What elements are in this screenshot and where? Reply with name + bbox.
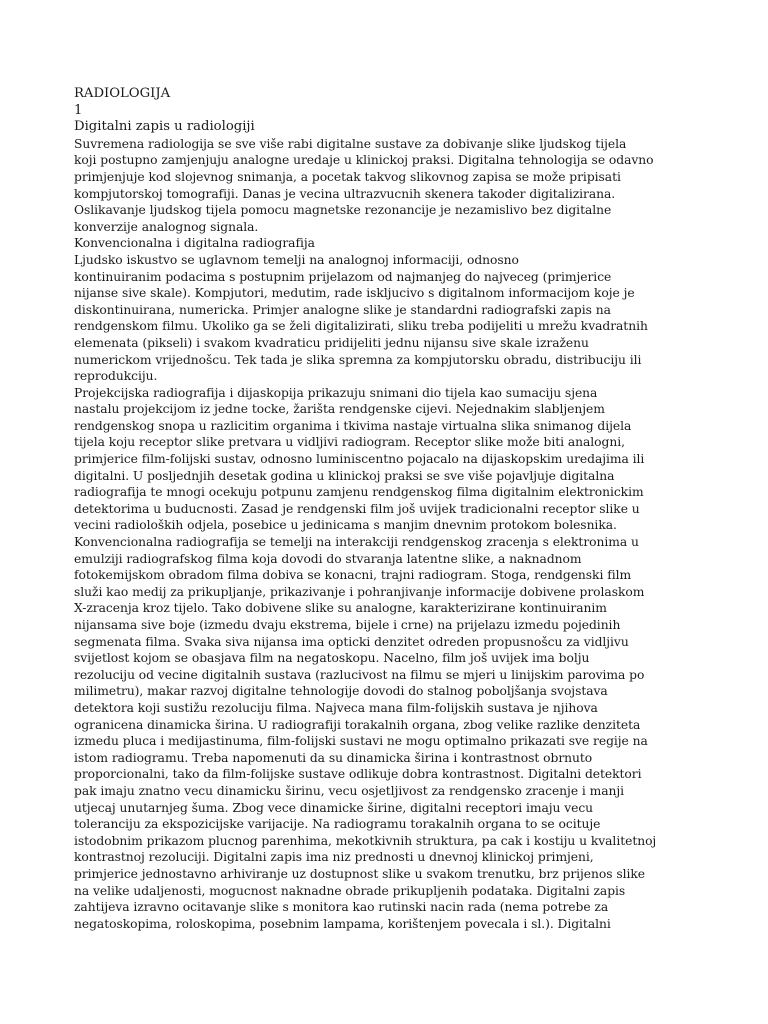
text-line: milimetru), makar razvoj digitalne tehnologije dovodi do stalnog poboljšanja svojstava [74,684,608,699]
text-line: fotokemijskom obradom filma dobiva se konacni, trajni radiogram. Stoga, rendgenski film [74,568,632,583]
document-body [74,136,746,933]
text-line: elemenata (pikseli) i svakom kvadraticu pridijeliti jednu nijansu sive skale izraženu [74,335,589,350]
text-line: koji postupno zamjenjuju analogne uredaje u klinickoj praksi. Digitalna tehnologija se odavno [74,153,654,168]
text-line: primjerice jednostavno arhiviranje uz dostupnost slike u svakom trenutku, brz prijenos slike [74,866,646,881]
text-line: Konvencionalna i digitalna radiografija [74,236,315,251]
text-line: kontrastnoj rezoluciji. Digitalni zapis ima niz prednosti u dnevnoj klinickoj primjeni, [74,850,594,865]
page-number: 1 [74,102,83,118]
document-title: RADIOLOGIJA [74,86,171,101]
document-page [74,86,746,932]
text-line: na velike udaljenosti, mogucnost naknadne obrade prikupljenih podataka. Digitalni zapis [74,883,626,898]
text-line: nijanse sive skale). Kompjutori, medutim, rade iskljucivo s digitalnom informacijom koje je [74,286,635,301]
text-line: rendgenskom filmu. Ukoliko ga se želi digitalizirati, sliku treba podijeliti u mrežu kvadratnih [74,319,648,334]
text-line: digitalni. U posljednjih desetak godina u klinickoj praksi se sve više pojavljuje digitalna [74,468,615,483]
text-line: pak imaju znatno vecu dinamicku širinu, vecu osjetljivost za rendgensko zracenje i manji [74,783,625,798]
text-line: ogranicena dinamicka širina. U radiografiji torakalnih organa, zbog velike razlike denziteta [74,717,641,732]
text-line: emulziji radiografskog filma koja dovodi do stvaranja latentne slike, a naknadnom [74,551,582,566]
text-line: radiografija te mnogi ocekuju potpunu zamjenu rendgenskog filma digitalnim elektronickim [74,485,644,500]
text-line: svijetlost kojom se obasjava film na negatoskopu. Nacelno, film još uvijek ima bolju [74,651,590,666]
text-line: kompjutorskoj tomografiji. Danas je vecina ultrazvucnih skenera takoder digitalizirana. [74,186,616,201]
text-line: rendgenskog snopa u razlicitim organima i tkivima nastaje virtualna slika snimanog dijela [74,418,632,433]
text-line: vecini radioloških odjela, posebice u jedinicama s manjim dnevnim protokom bolesnika. [74,518,617,533]
section-heading: Digitalni zapis u radiologiji [74,119,255,135]
text-line: proporcionalni, tako da film-folijske sustave odlikuje dobra kontrastnost. Digitalni detektori [74,767,642,782]
text-line: Ljudsko iskustvo se uglavnom temelji na analognoj informaciji, odnosno [74,252,519,267]
text-line: segmenata filma. Svaka siva nijansa ima opticki denzitet odreden propusnošcu za vidljivu [74,634,629,649]
text-line: rezoluciju od vecine digitalnih sustava (razlucivost na filmu se mjeri u linijskim parovima po [74,667,645,682]
text-line: Konvencionalna radiografija se temelji na interakciji rendgenskog zracenja s elektronima u [74,535,639,550]
text-line: Suvremena radiologija se sve više rabi digitalne sustave za dobivanje slike ljudskog tijela [74,136,627,151]
text-line: utjecaj unutarnjeg šuma. Zbog vece dinamicke širine, digitalni receptori imaju vecu [74,800,594,815]
text-line: primjerice film-folijski sustav, odnosno luminiscentno pojacalo na dijaskopskim uredajima ili [74,452,645,467]
text-line: toleranciju za ekspozicijske varijacije. Na radiogramu torakalnih organa to se ocituje [74,817,601,832]
text-line: negatoskopima, roloskopima, posebnim lampama, korištenjem povecala i sl.). Digitalni [74,916,611,931]
text-line: kontinuiranim podacima s postupnim prijelazom od najmanjeg do najveceg (primjerice [74,269,612,284]
text-line: diskontinuirana, numericka. Primjer analogne slike je standardni radiografski zapis na [74,302,611,317]
text-line: reprodukciju. [74,369,158,384]
text-line: istodobnim prikazom plucnog parenhima, mekotkivnih struktura, pa cak i kostiju u kvalitetnoj [74,833,657,848]
text-line: X-zracenja kroz tijelo. Tako dobivene slike su analogne, karakterizirane kontinuiranim [74,601,607,616]
text-line: izmedu pluca i medijastinuma, film-folijski sustavi ne mogu optimalno prikazati sve regije na [74,734,648,749]
text-line: zahtijeva izravno ocitavanje slike s monitora kao rutinski nacin rada (nema potrebe za [74,900,609,915]
text-line: nijansama sive boje (izmedu dvaju ekstrema, bijele i crne) na prijelazu izmedu pojedinih [74,618,621,632]
text-line: primjenjuje kod slojevnog snimanja, a pocetak takvog slikovnog zapisa se može pripisati [74,169,621,184]
text-line: istom radiogramu. Treba napomenuti da su dinamicka širina i kontrastnost obrnuto [74,750,593,765]
text-line: nastalu projekcijom iz jedne tocke, žarišta rendgenske cijevi. Nejednakim slabljenjem [74,402,605,417]
text-line: detektorima u buducnosti. Zasad je rendgenski film još uvijek tradicionalni receptor slike u [74,501,640,516]
text-line: konverzije analognog signala. [74,219,259,234]
text-line: služi kao medij za prikupljanje, prikazivanje i pohranjivanje informacije dobivene prolaskom [74,584,645,599]
text-line: numerickom vrijednošcu. Tek tada je slika spremna za kompjutorsku obradu, distribuciju ili [74,352,642,367]
text-line: Oslikavanje ljudskog tijela pomocu magnetske rezonancije je nezamislivo bez digitalne [74,203,612,218]
text-line: tijela koju receptor slike pretvara u vidljivi radiogram. Receptor slike može biti analogni, [74,435,625,450]
text-line: Projekcijska radiografija i dijaskopija prikazuju snimani dio tijela kao sumaciju sjena [74,385,598,400]
text-line: detektora koji sustižu rezoluciju filma. Najveca mana film-folijskih sustava je njihova [74,700,598,715]
